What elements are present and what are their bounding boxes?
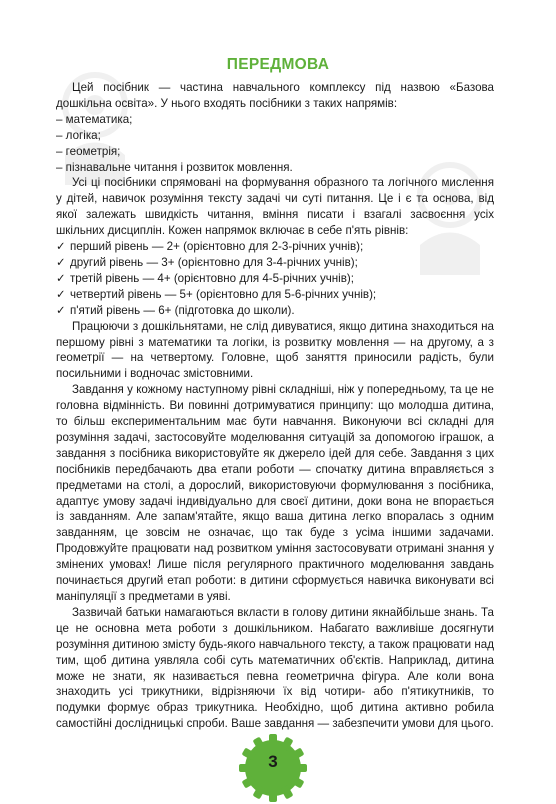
list-item: – математика; [56,112,133,126]
check-icon: ✓ [56,240,66,254]
levels-list [56,239,494,319]
check-icon: ✓ [56,303,66,317]
directions-list [56,112,494,176]
check-icon: ✓ [56,255,66,269]
list-item [56,287,494,303]
level-text: п'ятий рівень — 6+ (підготовка до школи). [70,303,295,317]
working-paragraph: Працюючи з дошкільнятами, не слід дивуватися, якщо дитина знаходиться на першому рівні з математики та логіки, із розвитку мовлення — на другому, а з геометрії — на четвертому. Головне, щоб заняття приносили радість, були посильними і водночас змістовними. [56,319,494,381]
list-item [56,271,494,287]
list-item: – логіка; [56,128,101,142]
level-text: другий рівень — 3+ (орієнтовно для 3-4-річних учнів); [70,255,358,269]
goal-paragraph: Усі ці посібники спрямовані на формування образного та логічного мислення у дітей, навичок розуміння тексту задачі чи суті питання. Це і є та основа, від якої залежать швидкість читання, вміння писати і взагалі засвоєння усіх шкільних дисциплін. Кожен напрямок включає в себе п'ять рівнів: [56,176,494,238]
parents-paragraph: Зазвичай батьки намагаються вкласти в голову дитини якнайбільше знань. Та це не основна мета роботи з дошкільником. Набагато важливіше досягнути розуміння дитиною змісту будь-якого навчального тексту, а також працювати над тим, щоб дитина уявляла собі суть математичних об'єктів. Наприклад, дитина може не знати, як називається певна геометрична фігура. Але коли вона знаходить усі трикутники, відрізняючи їх від чотири- або п'ятикутників, то подумки формує образ трикутника. Необхідно, щоб дитина активно робила самостійні дослідницькі спроби. Ваше завдання — забезпечити умови для цього. [56,605,494,731]
page-number: 3 [268,752,278,771]
list-item: – геометрія; [56,144,121,158]
list-item: – пізнавальне читання і розвиток мовлення. [56,160,293,174]
list-item [56,239,494,255]
level-text: перший рівень — 2+ (орієнтовно для 2-3-річних учнів); [70,240,364,254]
level-text: четвертий рівень — 5+ (орієнтовно для 5-6-річних учнів); [70,287,377,301]
tasks-paragraph: Завдання у кожному наступному рівні складніші, ніж у попередньому, та це не головна відмінність. Ви повинні дотримуватися принципу: що молодша дитина, то більш експериментальним має бути навчання. Виконуючи всі складні для розуміння задачі, застосовуйте моделювання ситуацій за допомогою іграшок, а завдання з посібника використовуйте як джерело ідей для себе. Завдання з цих посібників передбачають два етапи роботи — спочатку дитина вправляється з предметами на столі, а дорослий, використовуючи формулювання з посібника, адаптує умову задачі індивідуально для своєї дитини, доки вона не впорається із завданням. Але запам'ятайте, якщо ваша дитина легко впоралась з одним завданням, це зовсім не означає, що так буде з усіма іншими задачами. Продовжуйте працювати над розвитком уміння застосовувати отримані знання у змінених умовах! Лише після регулярного практичного моделювання завдань починається другий етап роботи: в дитини сформується навичка виконувати всі маніпуляції з предметами в уяві. [56,383,494,603]
page-title: ПЕРЕДМОВА [226,56,330,73]
body-text [56,80,494,732]
intro-paragraph: Цей посібник — частина навчального комплексу під назвою «Базова дошкільна освіта». У нього входять посібники з таких напрямів: [56,81,494,110]
list-item [56,255,494,271]
check-icon: ✓ [56,287,66,301]
list-item [56,303,494,319]
level-text: третій рівень — 4+ (орієнтовно для 4-5-річних учнів); [70,271,354,285]
check-icon: ✓ [56,271,66,285]
